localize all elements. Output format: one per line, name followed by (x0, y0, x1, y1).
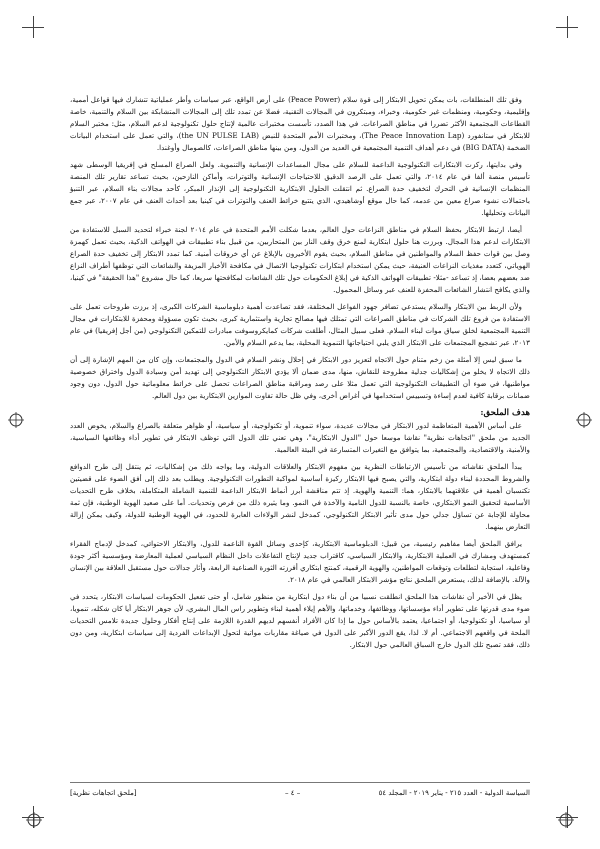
paragraph-5: ما سبق ليس إلا أمثلة من زخم متنام حول الاتجاه لتعزيز دور الابتكار في إحلال ونشر السلام في الدول والمجتمعات، وإن كان من المهم الإشارة إلى أن ذلك الاتجاه لا يخلو من إشكاليات جدلية مطروحة للنقاش، منها، مدى ضمان ألا يؤدي الابتكار التكنولوجي إلى تهديد أمن وسيادة الدول واختراق خصوصية مواطنيها، في ضوء أن التطبيقات التكنولوجية التي تعمل مثلا على رصد ومراقبة مناطق الصراعات تحصل على خرائط معلوماتية حول الدول، دون وجود ضمانات برقابة كافية لعدم إساءة وتسييس استخدامها في أغراض أخرى، وفي ظل حالة تفاوت الموازين الابتكارية بين دول العالم. (70, 355, 530, 400)
crop-mark-top-left (22, 16, 44, 38)
footer-journal-info: السياسة الدولية - العدد ٢١٥ - يناير ٢٠١٩ - المجلد ٥٤ (378, 789, 530, 797)
footer-supplement-title: [ملحق اتجاهات نظرية] (70, 789, 137, 797)
article-body (70, 94, 530, 656)
registration-mark-right-icon (576, 412, 592, 428)
registration-mark-left-icon (8, 412, 24, 428)
section-heading: هدف الملحق: (480, 408, 530, 418)
section-paragraph-4: يظل في الأخير أن نقاشات هذا الملحق انطلقت نسبيا من أن بناء دول ابتكارية من منظور شامل، أو حتى تفعيل الحكومات لسياسات الابتكار، يتحدد في ضوء مدى قدرتها على تطوير أداء مؤسساتها، ووظائفها، وخدماتها، والأهم إيلاء أهمية لبناء وتطوير راس المال البشري، لأن جوهر الابتكار أيا كان شكله، تنمويا، أو سياسيا، أو تكنولوجيا، أو اجتماعيا، يعتمد بالأساس حول ما إذا كان الأفراد أنفسهم لديهم القدرة اللازمة على إنتاج أفكار وحلول جديدة تلامس التحديات الملحة في واقعهم الاجتماعي. أم لا. لذا، يقع الدور الأكبر على الدول في صياغة مقاربات مواتية لتحول الإبداعات الفردية إلى سياسات ابتكارية، ومن دون ذلك، فقد تصبح تلك الدول خارج السباق العالمي حول الابتكار. (70, 592, 530, 649)
section-paragraph-3: يرافق الملحق أيضا مفاهيم رئيسية، من قبيل: الدبلوماسية الابتكارية، كإحدى وسائل القوة الناعمة للدول، والابتكار الاحتوائي، كمدخل لإدماج الفقراء كمستهدف ومشارك في العملية الابتكارية، والابتكار السياسي، كاقتراب جديد لإنتاج التفاعلات داخل النظام السياسي لعملية المعارضة ومؤسسية أكثر جودة وفاعلية، استجابة لتطلعات وتوقعات المواطنين، والهوية الرقمية، كمنتج ابتكاري أفرزته الثورة الصناعية الرابعة، وأثار جدالات حول مستقبل العلاقة بين الإنسان والآلة. بالإضافة لذلك، يستعرض الملحق نتائج مؤشر الابتكار العالمي في عام ٢٠١٨. (69, 539, 530, 584)
section-paragraph-1: على أساس الأهمية المتعاظمة لدور الابتكار في مجالات عديدة، سواء تنموية، أو تكنولوجية، أو سياسية، أو ظواهر متعلقة بالصراع والسلام، يخوض العدد الجديد من ملحق "اتجاهات نظرية" نقاشا موسعا حول "الدول الابتكارية"، وهي تعني تلك الدول التي توظف الابتكار في تطوير أداء وظائفها السياسية، والأمنية، والاقتصادية، والمجتمعية، بما يتوافق مع التغيرات المتسارعة في البيئة العالمية. (70, 421, 530, 454)
registration-mark-bottom-left-icon (26, 812, 42, 828)
registration-mark-bottom-right-icon (558, 812, 574, 828)
paragraph-2: وفي بدايتها، ركزت الابتكارات التكنولوجية الداعمة للسلام على مجال المساعدات الإنسانية والتنموية. ولعل الصراع المسلح في إفريقيا الوسطى شهد تأسيس منصة ألفا في عام ٢٠١٤، والتي تعمل على الرصد الدقيق للاحتياجات الإنسانية والتوترات، وأماكن النازحين، بحيث تساعد تقارير تلك المنصة المنظمات الإنسانية في التحرك لتخفيف حدة الصراع. ثم انتقلت الحلول الابتكارية التكنولوجية إلى الإنذار المبكر، كأحد مجالات بناء السلام، عبر التنبؤ باحتمالات نشوء صراع معين من عدمه، كما حال موقع أوشاهيدي، الذي يتتبع خرائط العنف والتوترات في كينيا بعد أحداث العنف في عام ٢٠٠٧، عبر جمع البيانات وتحليلها. (70, 160, 530, 217)
crop-mark-top-right (556, 16, 578, 38)
paragraph-3: أيضا، ارتبط الابتكار بحفظ السلام في مناطق النزاعات حول العالم، بعدما شكلت الأمم المتحدة في عام ٢٠١٤ لجنة خبراء لتحديد السبل للاستفادة من الابتكارات لدعم هذا المجال. وبرزت هنا حلول ابتكارية لمنع خرق وقف النار بين المتحاربين، من قبيل بناء تطبيقات في الهواتف الذكية، بحيث تعمل كهمزة وصل بين قوات حفظ السلام والمواطنين في مناطق السلام، بحيث يقوم الأخيرون بالإبلاغ عن أي خروقات أمنية. كما تمدد الابتكار إلى تخفيف حدة الصراع الهوياتي، كتعدد مغذيات النزاعات العنيفة، حيث يمكن استخدام ابتكارات تكنولوجيا الاتصال في مكافحة الأخبار المزيفة والشائعات التي توظفها أطراف النزاع ضد بعضهم بعضا، إذ تساعد -مثلا- تطبيقات الهواتف الذكية في إبلاغ الحكومات حول تلك الشائعات لمكافحتها سريعا، كما حال مشروع "هذا الحقيقة" في كينيا، والذي يكافح انتشار الشائعات المحفزة للعنف عبر وسائل المحمول. (70, 225, 531, 294)
paragraph-1: وفق تلك المنطلقات، بات يمكن تحويل الابتكار إلى قوة سلام (Peace Power) على أرض الواقع، عبر سياسات وأطر عملياتية تتشارك فيها قواعل أممية، وإقليمية، وحكومية، ومنظمات غير حكومية، وخبراء، ومبتكرون في المجالات التقنية، فضلا عن تمدد تلك إلى المجالات المتشابكة بين السلام والتنمية، خاصة القطاعات المجتمعية الأكثر تضررا في مناطق الصراعات. في هذا الصدد، تأسست مختبرات عالمية لإنتاج حلول تكنولوجية لدعم السلام، مثل: مختبر السلام للابتكار في ستانفورد (The Peace Innovation Lap)، ومختبرات الأمم المتحدة للنبض (the UN PULSE LAB)، والتي تعمل على استخدام البيانات الضخمة (BIG DATA) في دعم أهداف التنمية المجتمعية في العديد من الدول، ومن بينها مناطق الصراعات، كالصومال وأوغندا. (70, 95, 531, 152)
paragraph-4: ولأن الربط بين الابتكار والسلام يستدعي تضافر جهود الفواعل المختلفة، فقد تصاعدت أهمية دبلوماسية الشركات الكبرى، إذ برزت طروحات تعمل على الاستفادة من فروع تلك الشركات في مناطق الصراعات التي تمتلك فيها مصالح تجارية واستثمارية كبرى، بحيث تكون مسؤولة ومحفزة للابتكارات في مجال التنمية المجتمعية لخلق سياق موات لبناء السلام. فعلى سبيل المثال، أطلقت شركات كمايكروسوفت مبادرات للتمكين التكنولوجي (من أجل إفريقيا) في عام ٢٠١٣، عبر تشجيع المجتمعات على الابتكار الذي يلبي احتياجاتها التنموية المحلية، بما يدعم السلام والأمن. (70, 302, 530, 347)
footer-divider (70, 782, 530, 783)
page-number: – ٤ – (285, 789, 301, 797)
section-paragraph-2: يبدأ الملحق نقاشاته من تأسيس الارتباطات النظرية بين مفهوم الابتكار والعلاقات الدولية، وما يواجه ذلك من إشكاليات، ثم ينتقل إلى طرح الدوافع والشروط المحددة لبناء دولة ابتكارية، والتي يصبح فيها الابتكار ركيزة أساسية لمواكبة التطورات التكنولوجية. ويطلب بعد ذلك إلى أفق الضوء على قضيتين تكتسبان أهمية في علاقتهما بالابتكار، هما: التنمية والهوية. إذ تتم مناقشة أبرز أنماط الابتكار الداعمة للتنمية الشاملة المتكاملة، بخلاف طرح التحديات الأساسية لتحقيق النمو الابتكاري، خاصة بالنسبة للدول النامية والآخذة في النمو. وما يثيره ذلك من فرص وتحديات. أما على صعيد الهوية الوطنية، فإن ثمة محاولة للإجابة عن تساؤل جدلي حول مدى تأثير الابتكار التكنولوجي، كمدخل لنشر الولاءات العابرة للحدود، في الهوية الوطنية للدولة، وكيف يمكن إزالة التعارض بينهما. (70, 462, 530, 531)
